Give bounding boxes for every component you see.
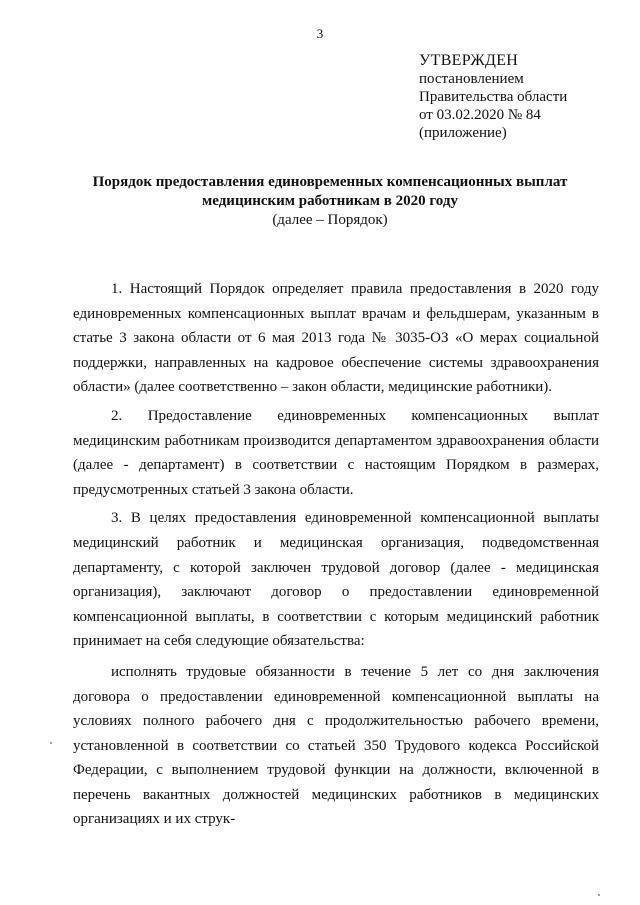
paragraph-1: 1. Настоящий Порядок определяет правила предоставления в 2020 году единовременных компенсационных выплат врачам и фельдшерам, указанным в статье 3 закона области от 6 мая 2013 года № 3035-ОЗ «О мерах социальной поддержки, направленных на кадровое обеспечение системы здравоохранения области» (далее соответственно – закон области, медицинские работники). bbox=[73, 281, 599, 396]
approval-line: (приложение) bbox=[419, 125, 507, 141]
title-subtitle: (далее – Порядок) bbox=[272, 212, 388, 228]
approval-line: Правительства области bbox=[419, 89, 568, 105]
paragraph-2: 2. Предоставление единовременных компенсационных выплат медицинским работникам производится департаментом здравоохранения области (далее - департамент) в соответствии с настоящим Порядком в размерах, предусмотренных статьей 3 закона области. bbox=[73, 407, 599, 498]
title-line-2: медицинским работникам в 2020 году bbox=[202, 193, 458, 209]
paragraph-3: 3. В целях предоставления единовременной компенсационной выплаты медицинский работник и медицинская организация, подведомственная департаменту, с которой заключен трудовой договор (далее - медицинская организация), заключают договор о предоставлении единовременной компенсационной выплаты, в соответствии с которым медицинский работник принимает на себя следующие обязательства: bbox=[73, 510, 599, 650]
scan-artifact bbox=[50, 742, 52, 744]
approval-line: от 03.02.2020 № 84 bbox=[419, 107, 541, 123]
approval-line: постановлением bbox=[419, 71, 524, 87]
approval-block bbox=[419, 52, 567, 142]
page-number: 3 bbox=[316, 26, 324, 41]
title-line-1: Порядок предоставления единовременных компенсационных выплат bbox=[92, 174, 568, 190]
paragraph-obligation: исполнять трудовые обязанности в течение 5 лет со дня заключения договора о предоставлении единовременной компенсационной выплаты на условиях полного рабочего дня с продолжительностью рабочего времени, установленной в соответствии со статьей 350 Трудового кодекса Российской Федерации, с выполнением трудовой функции на должности, включенной в перечень вакантных должностей медицинских работников в медицинских организациях и их струк- bbox=[73, 663, 599, 828]
document-body bbox=[73, 277, 599, 836]
approval-stamp: УТВЕРЖДЕН bbox=[419, 52, 519, 69]
document-title bbox=[40, 173, 620, 230]
scan-artifact bbox=[598, 894, 600, 896]
